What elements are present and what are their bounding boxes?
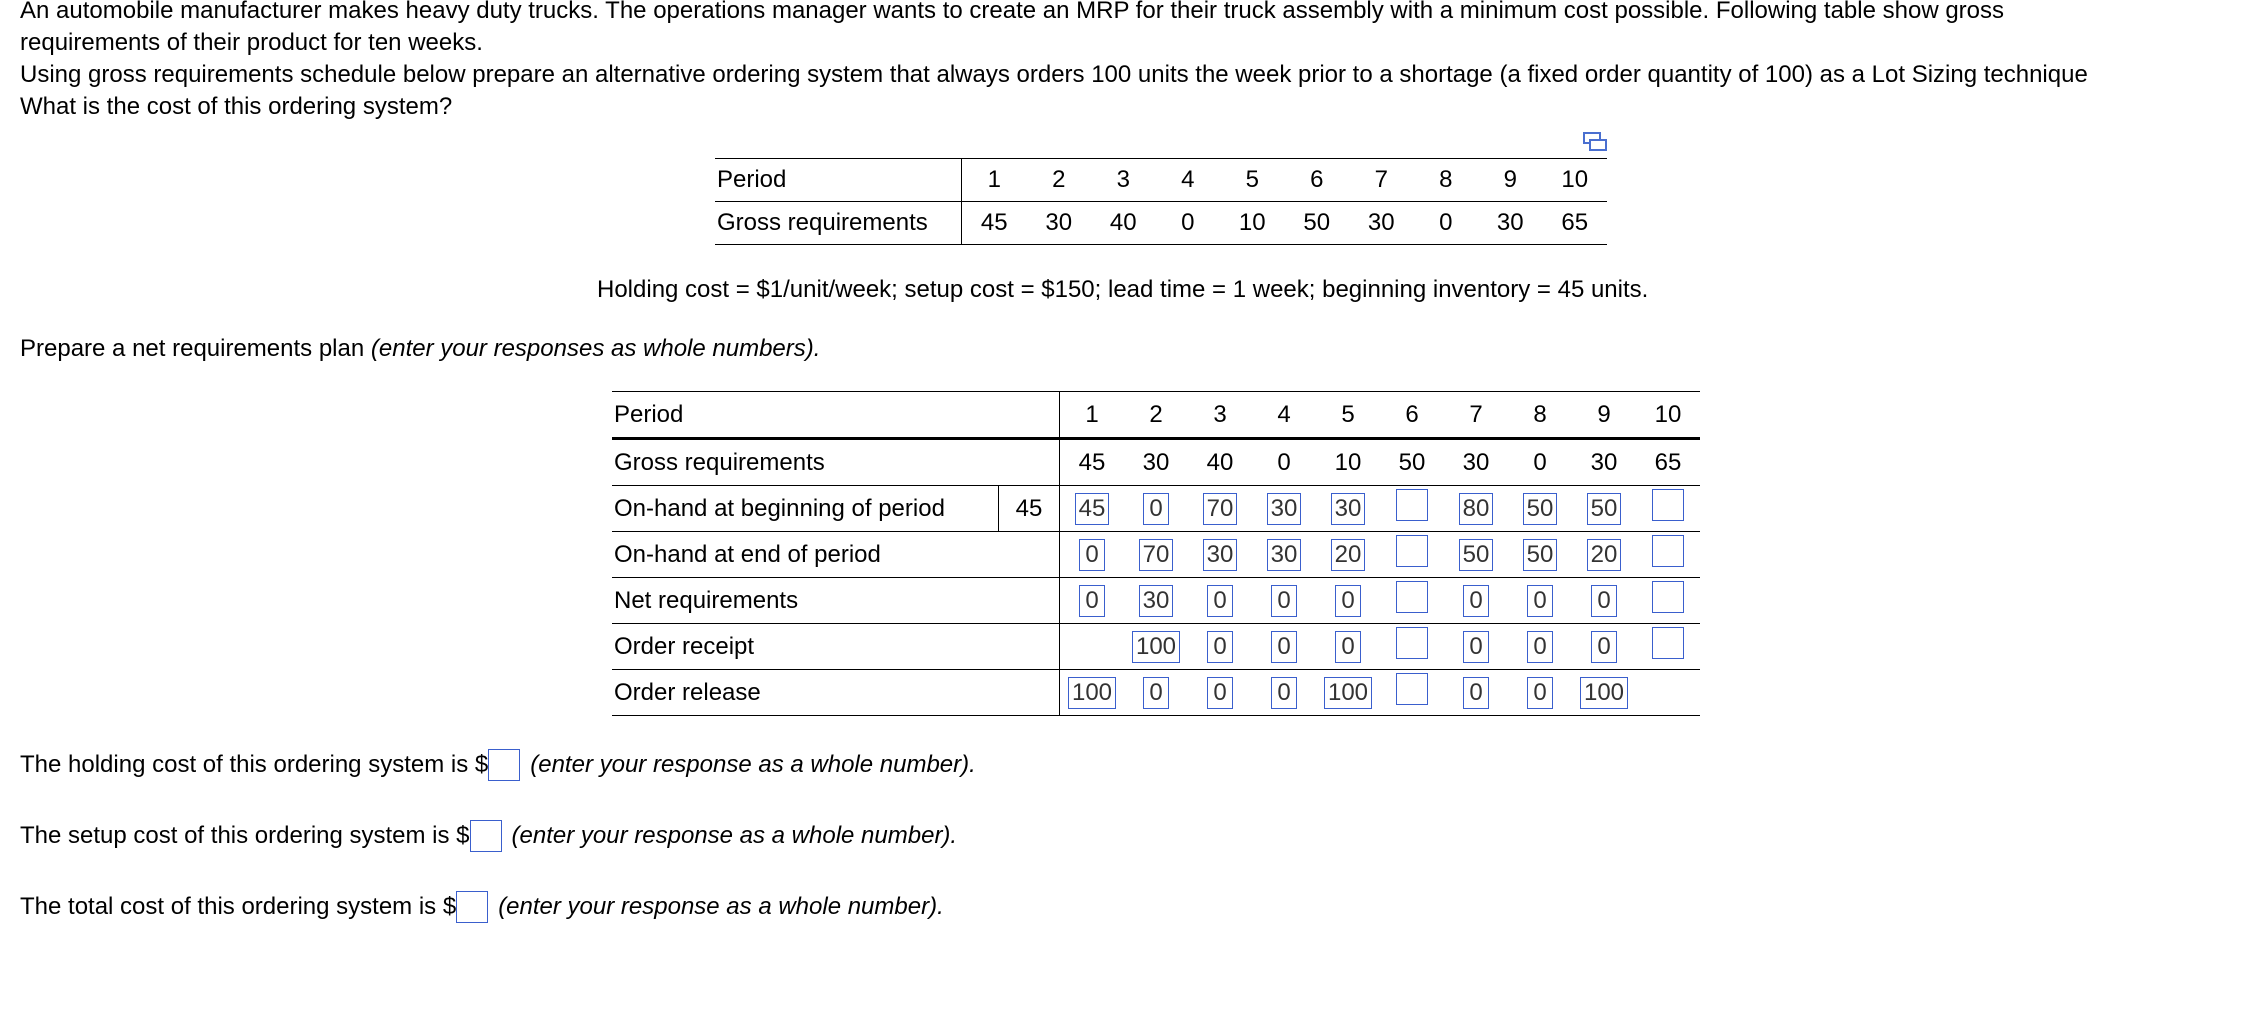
order-receipt-input[interactable]: 0 xyxy=(1207,631,1233,663)
setup-cost-text: The setup cost of this ordering system is $ xyxy=(20,822,470,849)
beginning-inventory-value: 45 xyxy=(999,486,1060,532)
net-requirement-cell xyxy=(1252,578,1316,624)
total-cost-question xyxy=(20,891,944,923)
order-release-input[interactable]: 0 xyxy=(1143,677,1169,709)
copy-table-icon[interactable] xyxy=(1583,132,1607,152)
net-requirement-cell xyxy=(1508,578,1572,624)
order-receipt-input[interactable] xyxy=(1652,627,1684,659)
onhand-begin-input[interactable]: 50 xyxy=(1587,493,1622,525)
plan-release-label: Order release xyxy=(612,670,1060,716)
net-requirement-cell xyxy=(1444,578,1508,624)
given-period-cell: 1 xyxy=(962,159,1027,202)
plan-period-cell: 4 xyxy=(1252,392,1316,439)
gross-requirements-table xyxy=(715,158,1607,245)
given-period-row xyxy=(715,159,1607,202)
plan-receipt-label: Order receipt xyxy=(612,624,1060,670)
plan-net-label: Net requirements xyxy=(612,578,1060,624)
order-receipt-cell xyxy=(1124,624,1188,670)
onhand-begin-input[interactable]: 30 xyxy=(1331,493,1366,525)
given-gross-cell: 45 xyxy=(962,202,1027,245)
net-requirement-cell xyxy=(1572,578,1636,624)
plan-gross-cell: 10 xyxy=(1316,439,1380,486)
plan-period-cell: 5 xyxy=(1316,392,1380,439)
onhand-end-cell xyxy=(1636,532,1700,578)
onhand-begin-cell xyxy=(1508,486,1572,532)
cost-info-line: Holding cost = $1/unit/week; setup cost = $150; lead time = 1 week; beginning inventory = 45 units. xyxy=(597,276,1649,303)
given-gross-cell: 10 xyxy=(1220,202,1285,245)
order-release-cell xyxy=(1636,670,1700,716)
onhand-begin-cell xyxy=(1188,486,1252,532)
given-period-cell: 2 xyxy=(1027,159,1092,202)
onhand-begin-cell xyxy=(1572,486,1636,532)
net-requirement-cell xyxy=(1316,578,1380,624)
order-receipt-input[interactable]: 0 xyxy=(1463,631,1489,663)
onhand-begin-cell xyxy=(1252,486,1316,532)
plan-period-cell: 6 xyxy=(1380,392,1444,439)
onhand-end-cell xyxy=(1572,532,1636,578)
onhand-end-cell xyxy=(1380,532,1444,578)
order-receipt-input[interactable]: 0 xyxy=(1527,631,1553,663)
onhand-begin-input[interactable]: 50 xyxy=(1523,493,1558,525)
given-period-cell: 9 xyxy=(1478,159,1543,202)
given-gross-cell: 30 xyxy=(1027,202,1092,245)
order-release-input[interactable]: 0 xyxy=(1527,677,1553,709)
order-receipt-cell xyxy=(1444,624,1508,670)
order-release-cell xyxy=(1508,670,1572,716)
onhand-end-input[interactable] xyxy=(1652,535,1684,567)
given-period-cell: 10 xyxy=(1543,159,1608,202)
plan-gross-cell: 45 xyxy=(1060,439,1125,486)
problem-line-4: What is the cost of this ordering system? xyxy=(20,93,453,120)
order-receipt-input[interactable]: 0 xyxy=(1335,631,1361,663)
net-requirement-cell xyxy=(1636,578,1700,624)
holding-cost-hint: (enter your response as a whole number). xyxy=(530,751,976,778)
plan-period-cell: 7 xyxy=(1444,392,1508,439)
net-requirement-input[interactable] xyxy=(1652,581,1684,613)
plan-gross-row xyxy=(612,439,1700,486)
onhand-end-input[interactable]: 30 xyxy=(1267,539,1302,571)
given-gross-cell: 0 xyxy=(1156,202,1221,245)
onhand-end-cell xyxy=(1060,532,1125,578)
order-receipt-cell xyxy=(1060,624,1125,670)
onhand-begin-cell xyxy=(1380,486,1444,532)
plan-prompt-hint: (enter your responses as whole numbers). xyxy=(370,335,821,362)
plan-gross-cell: 30 xyxy=(1124,439,1188,486)
onhand-begin-input[interactable]: 0 xyxy=(1143,493,1169,525)
total-cost-hint: (enter your response as a whole number). xyxy=(498,893,944,920)
onhand-begin-input[interactable] xyxy=(1396,489,1428,521)
given-period-cell: 5 xyxy=(1220,159,1285,202)
plan-onhand-begin-row xyxy=(612,486,1700,532)
period-label: Period xyxy=(715,159,962,202)
gross-requirements-label: Gross requirements xyxy=(715,202,962,245)
order-receipt-cell xyxy=(1188,624,1252,670)
given-gross-cell: 30 xyxy=(1349,202,1414,245)
plan-onhand-begin-label: On-hand at beginning of period xyxy=(612,486,999,532)
plan-prompt xyxy=(20,333,820,365)
given-period-cell: 7 xyxy=(1349,159,1414,202)
onhand-end-cell xyxy=(1316,532,1380,578)
onhand-end-input[interactable] xyxy=(1396,535,1428,567)
onhand-end-input[interactable]: 30 xyxy=(1203,539,1238,571)
order-receipt-input[interactable]: 100 xyxy=(1132,631,1180,663)
order-release-cell xyxy=(1124,670,1188,716)
order-release-cell xyxy=(1316,670,1380,716)
order-release-input[interactable]: 100 xyxy=(1580,677,1628,709)
net-requirement-input[interactable]: 0 xyxy=(1079,585,1105,617)
net-requirement-cell xyxy=(1188,578,1252,624)
onhand-begin-input[interactable]: 45 xyxy=(1075,493,1110,525)
plan-release-row xyxy=(612,670,1700,716)
order-release-cell xyxy=(1188,670,1252,716)
order-release-input[interactable]: 0 xyxy=(1207,677,1233,709)
onhand-begin-input[interactable]: 80 xyxy=(1459,493,1494,525)
net-requirement-input[interactable]: 0 xyxy=(1271,585,1297,617)
order-release-input[interactable]: 0 xyxy=(1463,677,1489,709)
plan-period-cell: 3 xyxy=(1188,392,1252,439)
order-release-input[interactable]: 0 xyxy=(1271,677,1297,709)
order-receipt-cell xyxy=(1380,624,1444,670)
total-cost-input[interactable] xyxy=(456,891,488,923)
onhand-end-cell xyxy=(1444,532,1508,578)
plan-onhand-end-row xyxy=(612,532,1700,578)
plan-gross-cell: 0 xyxy=(1508,439,1572,486)
onhand-end-cell xyxy=(1188,532,1252,578)
onhand-begin-cell xyxy=(1060,486,1125,532)
given-period-cell: 6 xyxy=(1285,159,1350,202)
plan-period-cell: 8 xyxy=(1508,392,1572,439)
order-receipt-cell xyxy=(1636,624,1700,670)
net-requirement-input[interactable]: 0 xyxy=(1207,585,1233,617)
net-requirement-input[interactable]: 0 xyxy=(1527,585,1553,617)
plan-gross-cell: 40 xyxy=(1188,439,1252,486)
given-gross-cell: 65 xyxy=(1543,202,1608,245)
plan-period-cell: 1 xyxy=(1060,392,1125,439)
net-requirement-input[interactable] xyxy=(1396,581,1428,613)
order-receipt-cell xyxy=(1252,624,1316,670)
given-period-cell: 4 xyxy=(1156,159,1221,202)
plan-period-label: Period xyxy=(612,392,1060,439)
given-gross-cell: 40 xyxy=(1091,202,1156,245)
net-requirement-input[interactable]: 30 xyxy=(1139,585,1174,617)
order-release-input[interactable]: 100 xyxy=(1324,677,1372,709)
plan-period-row xyxy=(612,392,1700,439)
onhand-end-input[interactable]: 0 xyxy=(1079,539,1105,571)
plan-gross-cell: 30 xyxy=(1572,439,1636,486)
net-requirement-cell xyxy=(1060,578,1125,624)
given-gross-cell: 30 xyxy=(1478,202,1543,245)
setup-cost-hint: (enter your response as a whole number). xyxy=(511,822,958,849)
order-release-input[interactable] xyxy=(1396,673,1428,705)
given-gross-cell: 50 xyxy=(1285,202,1350,245)
given-gross-cell: 0 xyxy=(1414,202,1479,245)
plan-gross-label: Gross requirements xyxy=(612,439,1060,486)
order-release-cell xyxy=(1252,670,1316,716)
net-requirement-input[interactable]: 0 xyxy=(1591,585,1617,617)
onhand-begin-input[interactable]: 30 xyxy=(1267,493,1302,525)
onhand-end-input[interactable]: 50 xyxy=(1459,539,1494,571)
order-release-cell xyxy=(1380,670,1444,716)
order-receipt-input[interactable]: 0 xyxy=(1591,631,1617,663)
order-receipt-input[interactable] xyxy=(1396,627,1428,659)
setup-cost-question xyxy=(20,820,957,852)
holding-cost-text: The holding cost of this ordering system is $ xyxy=(20,751,489,778)
plan-period-cell: 10 xyxy=(1636,392,1700,439)
onhand-end-input[interactable]: 70 xyxy=(1139,539,1174,571)
plan-onhand-end-label: On-hand at end of period xyxy=(612,532,1060,578)
onhand-end-input[interactable]: 20 xyxy=(1587,539,1622,571)
setup-cost-input[interactable] xyxy=(470,820,502,852)
problem-line-3: Using gross requirements schedule below prepare an alternative ordering system that always orders 100 units the week prior to a shortage (a fixed order quantity of 100) as a Lot Sizing technique xyxy=(20,61,2088,88)
onhand-begin-input[interactable]: 70 xyxy=(1203,493,1238,525)
plan-prompt-text: Prepare a net requirements plan xyxy=(20,335,371,362)
net-requirement-input[interactable]: 0 xyxy=(1335,585,1361,617)
given-period-cell: 8 xyxy=(1414,159,1479,202)
holding-cost-input[interactable] xyxy=(488,749,520,781)
order-release-input[interactable]: 100 xyxy=(1068,677,1116,709)
plan-gross-cell: 50 xyxy=(1380,439,1444,486)
plan-period-cell: 2 xyxy=(1124,392,1188,439)
onhand-end-input[interactable]: 20 xyxy=(1331,539,1366,571)
net-requirement-cell xyxy=(1124,578,1188,624)
onhand-begin-cell xyxy=(1636,486,1700,532)
plan-gross-cell: 30 xyxy=(1444,439,1508,486)
onhand-end-cell xyxy=(1508,532,1572,578)
plan-period-cell: 9 xyxy=(1572,392,1636,439)
problem-line-2: requirements of their product for ten weeks. xyxy=(20,29,483,56)
plan-gross-cell: 65 xyxy=(1636,439,1700,486)
order-receipt-cell xyxy=(1508,624,1572,670)
net-requirement-cell xyxy=(1380,578,1444,624)
plan-net-row xyxy=(612,578,1700,624)
order-receipt-input[interactable]: 0 xyxy=(1271,631,1297,663)
order-receipt-cell xyxy=(1316,624,1380,670)
total-cost-text: The total cost of this ordering system is $ xyxy=(20,893,457,920)
order-receipt-cell xyxy=(1572,624,1636,670)
net-requirement-input[interactable]: 0 xyxy=(1463,585,1489,617)
onhand-begin-cell xyxy=(1316,486,1380,532)
given-period-cell: 3 xyxy=(1091,159,1156,202)
onhand-begin-cell xyxy=(1444,486,1508,532)
problem-line-1: An automobile manufacturer makes heavy duty trucks. The operations manager wants to create an MRP for their truck assembly with a minimum cost possible. Following table show gross xyxy=(20,0,2005,24)
onhand-begin-input[interactable] xyxy=(1652,489,1684,521)
order-release-cell xyxy=(1444,670,1508,716)
given-gross-row xyxy=(715,202,1607,245)
plan-receipt-row xyxy=(612,624,1700,670)
order-release-cell xyxy=(1572,670,1636,716)
onhand-end-cell xyxy=(1252,532,1316,578)
plan-gross-cell: 0 xyxy=(1252,439,1316,486)
net-requirements-plan-table xyxy=(612,391,1700,716)
onhand-end-cell xyxy=(1124,532,1188,578)
order-release-cell xyxy=(1060,670,1125,716)
onhand-begin-cell xyxy=(1124,486,1188,532)
onhand-end-input[interactable]: 50 xyxy=(1523,539,1558,571)
holding-cost-question xyxy=(20,749,976,781)
